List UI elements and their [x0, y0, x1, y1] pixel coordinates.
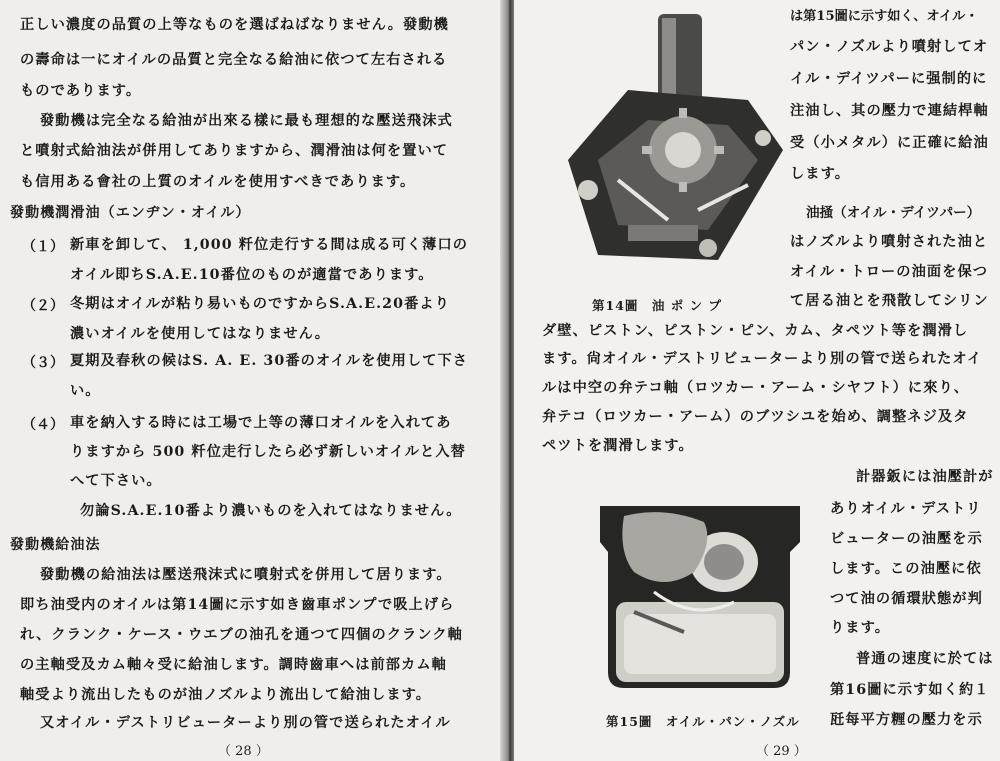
item-line: 夏期及春秋の候はS. A. E. 30番のオイルを使用して下さ [70, 353, 469, 369]
body-line: 發動機は完全なる給油が出來る樣に最も理想的な壓送飛沫式 [40, 113, 453, 129]
side-line: します。 [790, 166, 851, 182]
item-line: りますから 500 粁位走行したら必ず新しいオイルと入替 [70, 444, 466, 460]
body-line: と噴射式給油法が併用してありますから、潤滑油は何を置いて [20, 143, 449, 159]
side-line: て居る油とを飛散してシリン [790, 293, 989, 309]
item-line: 冬期はオイルが粘り易いものですからS.A.E.20番より [70, 296, 450, 312]
item-number: （１） [22, 239, 64, 255]
body-line: の主軸受及カム軸々受に給油します。調時齒車へは前部カム軸 [20, 657, 447, 673]
body-line: 發動機の給油法は壓送飛沫式に噴射式を併用して居ります。 [40, 567, 452, 583]
item-number: （２） [22, 298, 64, 314]
section-heading-oil: 發動機潤滑油（エンヂン・オイル） [10, 205, 251, 221]
item-line: 車を納入する時には工場で上等の薄口オイルを入れてあ [70, 415, 452, 431]
side-line: 瓩每平方糎の壓力を示 [830, 712, 983, 728]
side-line: 油掻（オイル・デイツパー） [806, 205, 981, 221]
body-line: 即ち油受内のオイルは第14圖に示す如き齒車ポンプで吸上げら [20, 597, 455, 613]
body-line: ダ壁、ピストン、ピストン・ピン、カム、タペツト等を潤滑し [542, 323, 969, 339]
body-line: 又オイル・デストリビューターより別の管で送られたオイル [40, 715, 451, 731]
oil-pan-nozzle-photo [594, 502, 806, 694]
body-line: ペツトを潤滑します。 [542, 438, 694, 454]
page-number: （ 28 ） [218, 744, 269, 759]
item-line: い。 [70, 383, 101, 399]
side-line: パン・ノズルより噴射してオ [790, 39, 989, 55]
item-line: 新車を卸して、 1,000 粁位走行する間は成る可く薄口の [70, 237, 469, 253]
page-number: （ 29 ） [756, 744, 807, 759]
body-line: 正しい濃度の品質の上等なものを選ばねばなりません。發動機 [20, 17, 449, 33]
side-line: つて油の循環狀態が判 [830, 591, 983, 607]
figure-14-caption: 第14圖 油 ポ ン プ [592, 298, 722, 313]
side-line: ビューターの油壓を示 [830, 531, 983, 547]
side-line: はノズルより噴射された油と [790, 234, 989, 250]
side-line: 普通の速度に於ては [856, 651, 994, 667]
side-line: 第16圖に示す如く約１ [830, 682, 990, 698]
side-line: は第15圖に示す如く、オイル・ [790, 9, 979, 24]
body-line: ます。尙オイル・デストリビューターより別の管で送られたオイ [542, 351, 983, 367]
item-number: （４） [22, 417, 64, 433]
item-number: （３） [22, 355, 64, 371]
body-line: れ、クランク・ケース・ウエブの油孔を通つて四個のクランク軸 [20, 627, 463, 643]
side-line: ります。 [830, 620, 891, 636]
side-line: オイル・トローの油面を保つ [790, 264, 989, 280]
side-line: 計器鈑には油壓計が [856, 469, 994, 485]
right-page [514, 0, 1000, 761]
section-heading-supply: 發動機給油法 [10, 537, 101, 553]
figure-15-caption: 第15圖 オイル・パン・ノズル [606, 714, 800, 729]
body-line: 弁テコ（ロツカー・アーム）のブツシユを始め、調整ネジ及タ [542, 409, 969, 425]
side-line: 受（小メタル）に正確に給油 [790, 135, 989, 151]
side-line: します。この油壓に依 [830, 561, 982, 577]
body-line: も信用ある會社の上質のオイルを使用すべきであります。 [20, 174, 416, 190]
body-line: の壽命は一にオイルの品質と完全なる給油に依つて左右される [20, 52, 448, 68]
item-line: へて下さい。 [70, 473, 162, 489]
note-line: 勿論S.A.E.10番より濃いものを入れてはなりません。 [80, 503, 462, 519]
oil-pump-photo [558, 10, 788, 268]
body-line: 軸受より流出したものが油ノズルより流出して給油します。 [20, 687, 432, 703]
body-line: ものであります。 [20, 83, 142, 99]
side-line: 注油し、其の壓力で連結桿軸 [790, 103, 989, 119]
item-line: 濃いオイルを使用してはなりません。 [70, 326, 331, 342]
side-line: イル・デイツパーに强制的に [790, 71, 988, 87]
side-line: ありオイル・デストリ [830, 501, 982, 517]
body-line: ルは中空の弁テコ軸（ロツカー・アーム・シヤフト）に來り、 [542, 380, 970, 396]
item-line: オイル即ちS.A.E.10番位のものが適當であります。 [70, 267, 434, 283]
